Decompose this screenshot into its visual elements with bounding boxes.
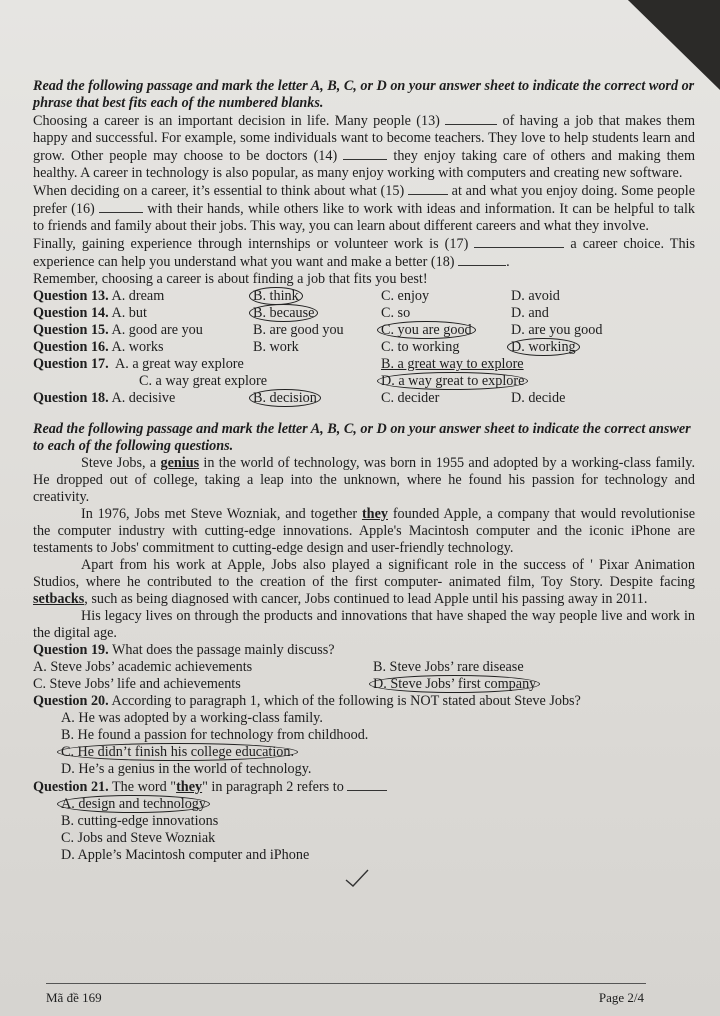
option-d: D. and: [511, 305, 549, 321]
text: a career choice. This experience can help you understand what you want and make a better (18): [33, 236, 695, 270]
option-b-circled: B. think: [249, 287, 303, 305]
question-label: Question 19.: [33, 642, 109, 658]
option-d-circled: D. Steve Jobs’ first company: [369, 675, 540, 693]
blank-21: [347, 778, 387, 791]
footer: [46, 990, 644, 1006]
question-17-row-2: [33, 373, 695, 390]
option-a: A. but: [111, 305, 147, 321]
footer-divider: [46, 983, 646, 984]
question-label: Question 17.: [33, 356, 109, 372]
option-b: B. Steve Jobs’ rare disease: [373, 659, 524, 675]
question-19-row-2: [33, 676, 695, 693]
question-label: Question 16.: [33, 339, 109, 355]
option-c-circled-wrap: [33, 744, 695, 761]
text: they enjoy taking care of others and making them healthy. A career in technology is also popular, as many enjoy working with computers and creating new software.: [33, 148, 695, 181]
question-21: [33, 778, 695, 796]
question-20: [33, 693, 695, 710]
part2-paragraph-2: [33, 506, 695, 557]
word-they: they: [361, 506, 388, 522]
option-c: C. to working: [381, 339, 460, 355]
option-c: C. a way great explore: [139, 373, 268, 389]
text: Finally, gaining experience through internships or volunteer work is (17): [33, 236, 475, 252]
option-a: A. Steve Jobs’ academic achievements: [33, 659, 253, 675]
blank-15: [408, 182, 448, 195]
questions-13-16: [33, 288, 695, 356]
blank-17: [474, 235, 564, 248]
option-a: A. He was adopted by a working-class family.: [61, 710, 323, 726]
question-18-row: [33, 390, 695, 407]
option-a: A. dream: [111, 288, 165, 304]
question-19: [33, 642, 695, 659]
question-16-row: [33, 339, 695, 356]
option-c-circled: C. He didn’t finish his college education.: [57, 743, 298, 761]
blank-14: [343, 147, 387, 160]
check-mark-icon: [344, 868, 370, 888]
option-b-circled: B. decision: [249, 389, 321, 407]
exam-code: Mã đề 169: [46, 990, 102, 1005]
question-15-row: [33, 322, 695, 339]
option-b: B. cutting-edge innovations: [61, 813, 219, 829]
option-d: D. He’s a genius in the world of technology.: [61, 761, 312, 777]
option-c: C. so: [381, 305, 411, 321]
option-c-circled: C. you are good: [377, 321, 476, 339]
question-17-row-1: [33, 356, 695, 373]
blank-18: [458, 253, 506, 266]
option-c: C. Jobs and Steve Wozniak: [61, 830, 216, 846]
part1-instruction: Read the following passage and mark the letter A, B, C, or D on your answer sheet to indicate the correct word or phrase that best fits each of the numbered blanks.: [33, 78, 695, 111]
option-b: B. He found a passion for technology from childhood.: [61, 727, 369, 743]
option-a: A. good are you: [111, 322, 203, 338]
question-19-options: [33, 659, 695, 693]
option-d: D. decide: [511, 390, 566, 406]
question-18: [33, 390, 695, 407]
text: , such as being diagnosed with cancer, Jobs continued to lead Apple until his passing away in 2011.: [84, 591, 648, 607]
option-d: D. avoid: [511, 288, 560, 304]
exam-content: [33, 78, 695, 864]
option-c: C. decider: [381, 390, 440, 406]
text: .: [506, 254, 510, 270]
option-d: D. are you good: [511, 322, 603, 338]
option-d: D. Apple’s Macintosh computer and iPhone: [61, 847, 310, 863]
text: with their hands, while others like to work with ideas and information. It can be helpful to talk to friends and family about their jobs. This way, you can learn about different careers and what they involve.: [33, 201, 695, 234]
question-text: The word ": [108, 779, 177, 795]
option-a: A. works: [111, 339, 164, 355]
question-text: " in paragraph 2 refers to: [202, 779, 348, 795]
option-b: B. a great way to explore: [381, 356, 524, 372]
question-text: According to paragraph 1, which of the following is NOT stated about Steve Jobs?: [108, 693, 581, 709]
part1-paragraph-3: [33, 235, 695, 271]
question-label: Question 18.: [33, 390, 109, 406]
question-17: [33, 356, 695, 390]
option-d-circled: D. a way great to explore: [377, 372, 528, 390]
option-a-circled: A. design and technology: [57, 795, 210, 813]
text: in the world of technology, was born in 1955 and adopted by a working-class family. He dropped out of college, taking a leap into the unknown, where he found his passion for technology and creativity.: [33, 455, 695, 505]
part2-instruction: Read the following passage and mark the letter A, B, C, or D on your answer sheet to indicate the correct answer to each of the following questions.: [33, 421, 691, 454]
page-number: Page 2/4: [598, 990, 644, 1005]
word-they-ref: they: [176, 779, 203, 795]
option-b-circled: B. because: [249, 304, 318, 322]
question-13-row: [33, 288, 695, 305]
question-text: What does the passage mainly discuss?: [108, 642, 335, 658]
text: In 1976, Jobs met Steve Wozniak, and together: [81, 506, 362, 522]
part1-paragraph-2: [33, 182, 695, 235]
text: Steve Jobs, a: [81, 455, 161, 471]
text: When deciding on a career, it’s essential to think about what (15): [33, 183, 408, 199]
question-label: Question 20.: [33, 693, 109, 709]
text: at and what you enjoy doing. Some people prefer (16): [33, 183, 695, 217]
option-a-circled-wrap: [33, 796, 695, 813]
question-label: Question 21.: [33, 779, 109, 795]
option-b: B. are good you: [253, 322, 344, 338]
word-setbacks: setbacks: [33, 591, 85, 607]
question-19-row-1: [33, 659, 695, 676]
part1-paragraph-4: Remember, choosing a career is about finding a job that fits you best!: [33, 271, 428, 287]
option-c: C. enjoy: [381, 288, 430, 304]
text: Apart from his work at Apple, Jobs also played a significant role in the success of ' Pixar Animation Studios, where he contributed to the creation of the first computer- animated film, Toy Story. Despite facing: [33, 557, 695, 590]
option-a: A. a great way explore: [115, 356, 244, 372]
option-d-circled: D. working: [507, 338, 580, 356]
part1-paragraph-1: [33, 112, 695, 182]
question-label: Question 15.: [33, 322, 109, 338]
question-label: Question 14.: [33, 305, 109, 321]
option-c: C. Steve Jobs’ life and achievements: [33, 676, 241, 692]
text: of having a job that makes them happy and successful. For example, some individuals want to become teachers. They love to help students learn and grow. Other people may choose to be doctors (14): [33, 113, 696, 164]
part2-paragraph-3: [33, 557, 695, 608]
part2-paragraph-4: His legacy lives on through the products and innovations that have shaped the way people live and work in the digital age.: [33, 608, 695, 641]
question-label: Question 13.: [33, 288, 109, 304]
option-b: B. work: [253, 339, 299, 355]
blank-16: [99, 200, 143, 213]
text: Choosing a career is an important decision in life. Many people (13): [33, 113, 446, 129]
blank-13: [445, 112, 497, 125]
word-genius: genius: [160, 455, 200, 471]
part2-paragraph-1: [33, 455, 695, 506]
option-a: A. decisive: [111, 390, 176, 406]
text: founded Apple, a company that would revolutionise the computer industry with cutting-edge innovations. Apple's Macintosh computer and the iconic iPhone are testaments to Jobs' commitment to cutting-edge design and user-friendly technology.: [33, 506, 696, 556]
question-14-row: [33, 305, 695, 322]
